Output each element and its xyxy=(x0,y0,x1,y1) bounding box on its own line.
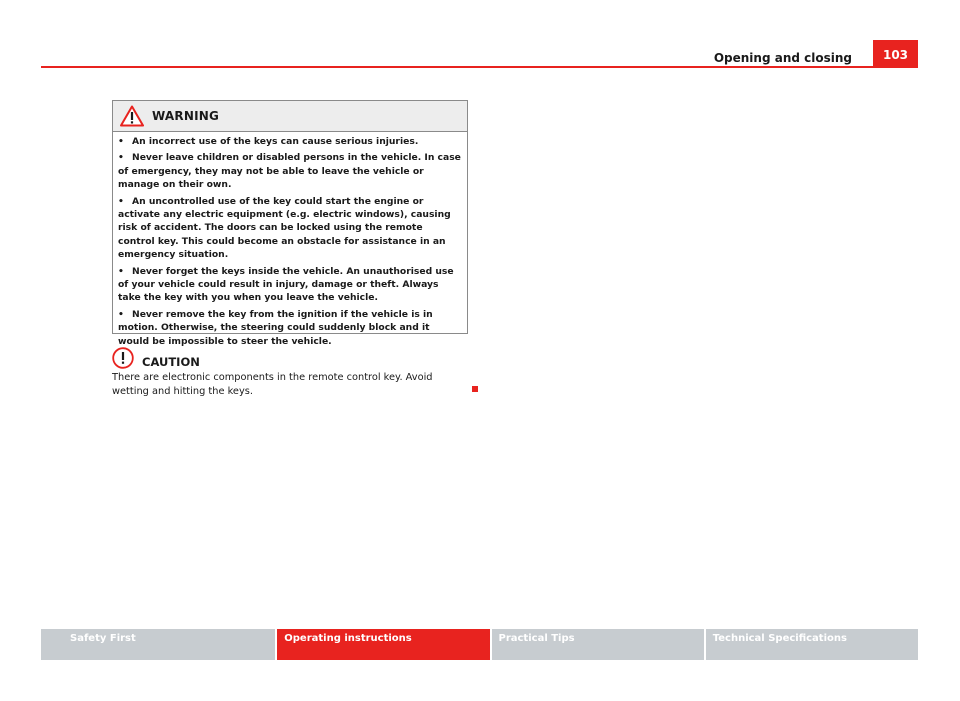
warning-header xyxy=(113,101,467,132)
warning-item-text: Never leave children or disabled persons in the vehicle. In case of emergency, they may not be able to leave the vehicle or manage on their own. xyxy=(118,152,461,191)
warning-item: • Never remove the key from the ignition if the vehicle is in motion. Otherwise, the steering could suddenly block and it would be impossible to steer the vehicle. xyxy=(118,308,433,347)
footer-tab-practical-tips[interactable]: Practical Tips xyxy=(492,629,704,660)
warning-item: • Never forget the keys inside the vehicle. An unauthorised use of your vehicle could result in injury, damage or theft. Always take the key with you when you leave the vehicle. xyxy=(118,265,454,304)
warning-item: • An incorrect use of the keys can cause serious injuries. xyxy=(118,136,419,147)
warning-item-text: An uncontrolled use of the key could start the engine or activate any electric equipment (e.g. electric windows), causing risk of accident. The doors can be locked using the remote control key. This could become an obstacle for assistance in an emergency situation. xyxy=(118,195,451,261)
warning-item-text: Never forget the keys inside the vehicle. An unauthorised use of your vehicle could result in injury, damage or theft. Always take the key with you when you leave the vehicle. xyxy=(118,265,454,304)
warning-list xyxy=(113,132,467,348)
page-title: Opening and closing xyxy=(713,51,852,65)
header-rule xyxy=(41,66,918,68)
warning-triangle-icon xyxy=(120,105,152,127)
page-number: 103 xyxy=(873,40,918,68)
warning-item-text: Never remove the key from the ignition if the vehicle is in motion. Otherwise, the steering could suddenly block and it would be impossible to steer the vehicle. xyxy=(118,308,433,347)
caution-title: CAUTION xyxy=(142,355,200,369)
warning-box xyxy=(112,100,468,347)
warning-item: • Never leave children or disabled persons in the vehicle. In case of emergency, they may not be able to leave the vehicle or manage on their own. xyxy=(118,152,461,191)
warning-item: • An uncontrolled use of the key could start the engine or activate any electric equipment (e.g. electric windows), causing risk of accident. The doors can be locked using the remote control key. This could become an obstacle for assistance in an emergency situation. xyxy=(118,195,451,261)
caution-exclamation-icon xyxy=(112,347,142,369)
section-end-marker xyxy=(472,386,478,392)
footer-tab-safety-first[interactable]: Safety First xyxy=(41,629,275,660)
caution-text: There are electronic components in the remote control key. Avoid wetting and hitting the keys. xyxy=(112,372,433,397)
caution-header xyxy=(112,346,472,369)
warning-title: WARNING xyxy=(152,109,220,123)
footer-nav xyxy=(41,629,918,660)
warning-item-text: An incorrect use of the keys can cause serious injuries. xyxy=(132,136,419,147)
footer-tab-operating-instructions[interactable]: Operating instructions xyxy=(277,629,489,660)
caution-section xyxy=(112,346,472,399)
footer-tab-technical-specifications[interactable]: Technical Specifications xyxy=(706,629,918,660)
